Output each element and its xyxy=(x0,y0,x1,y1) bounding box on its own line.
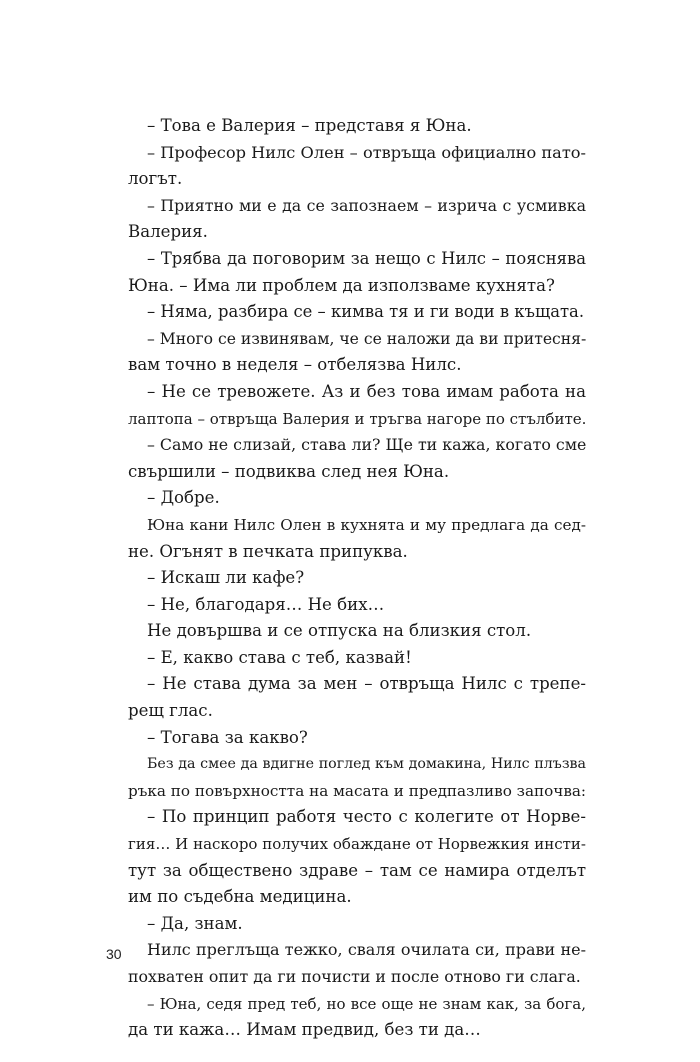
text-line: свършили – подвиква след нея Юна. xyxy=(128,461,450,481)
text-line: ръка по повърхността на масата и предпазливо започва: xyxy=(128,781,587,800)
text-line: да ти кажа… Имам предвид, без ти да… xyxy=(128,1020,481,1040)
text-line: Без да смее да вдигне поглед към домакина, Нилс плъзва xyxy=(147,756,586,773)
text-line: – Трябва да поговорим за нещо с Нилс – пояснява xyxy=(147,248,586,268)
text-line: тут за обществено здраве – там се намира отделът xyxy=(128,860,586,880)
text-line: – Не става дума за мен – отвръща Нилс с трепе- xyxy=(147,674,586,694)
text-line: гия… И наскоро получих обаждане от Норвежкия инсти- xyxy=(128,835,586,854)
text-line: – Много се извинявам, че се наложи да ви притесня- xyxy=(147,329,587,348)
text-line: Валерия. xyxy=(128,222,208,242)
text-line: – Само не слизай, става ли? Ще ти кажа, когато сме xyxy=(147,435,587,455)
text-line: – Няма, разбира се – кимва тя и ги води в къщата. xyxy=(147,302,585,322)
text-line: логът. xyxy=(128,169,183,189)
text-line: – Приятно ми е да се запознаем – изрича с усмивка xyxy=(147,195,586,215)
text-line: – Да, знам. xyxy=(147,913,243,933)
text-line: им по съдебна медицина. xyxy=(128,887,352,907)
body-text xyxy=(128,113,586,1044)
text-line: – Юна, седя пред теб, но все още не знам как, за бога, xyxy=(147,994,586,1013)
text-line: – Добре. xyxy=(147,488,220,508)
text-line: – Не, благодаря… Не бих… xyxy=(147,594,385,614)
text-line: – Тогава за какво? xyxy=(147,727,308,747)
page-number: 30 xyxy=(106,946,122,962)
text-line: Нилс преглъща тежко, сваля очилата си, прави не- xyxy=(147,940,586,960)
text-line: Юна кани Нилс Олен в кухнята и му предлага да сед- xyxy=(147,515,586,534)
text-line: – Това е Валерия – представя я Юна. xyxy=(147,116,472,135)
text-line: рещ глас. xyxy=(128,701,213,721)
text-line: Не довършва и се отпуска на близкия стол. xyxy=(147,621,532,641)
text-line: Юна. – Има ли проблем да използваме кухнята? xyxy=(128,275,555,295)
text-line: похватен опит да ги почисти и после отново ги слага. xyxy=(128,967,581,986)
text-line: – Професор Нилс Олен – отвръща официално пато- xyxy=(147,142,586,162)
text-line: – Искаш ли кафе? xyxy=(147,568,305,588)
text-line: лаптопа – отвръща Валерия и тръгва нагоре по стълбите. xyxy=(128,409,587,428)
text-line: не. Огънят в печката припуква. xyxy=(128,541,408,561)
text-line: – Е, какво става с теб, казвай! xyxy=(147,647,412,667)
text-line: вам точно в неделя – отбелязва Нилс. xyxy=(128,355,462,375)
text-line: – Не се тревожете. Аз и без това имам работа на xyxy=(147,381,586,401)
text-line: – По принцип работя често с колегите от Норве- xyxy=(147,807,586,827)
